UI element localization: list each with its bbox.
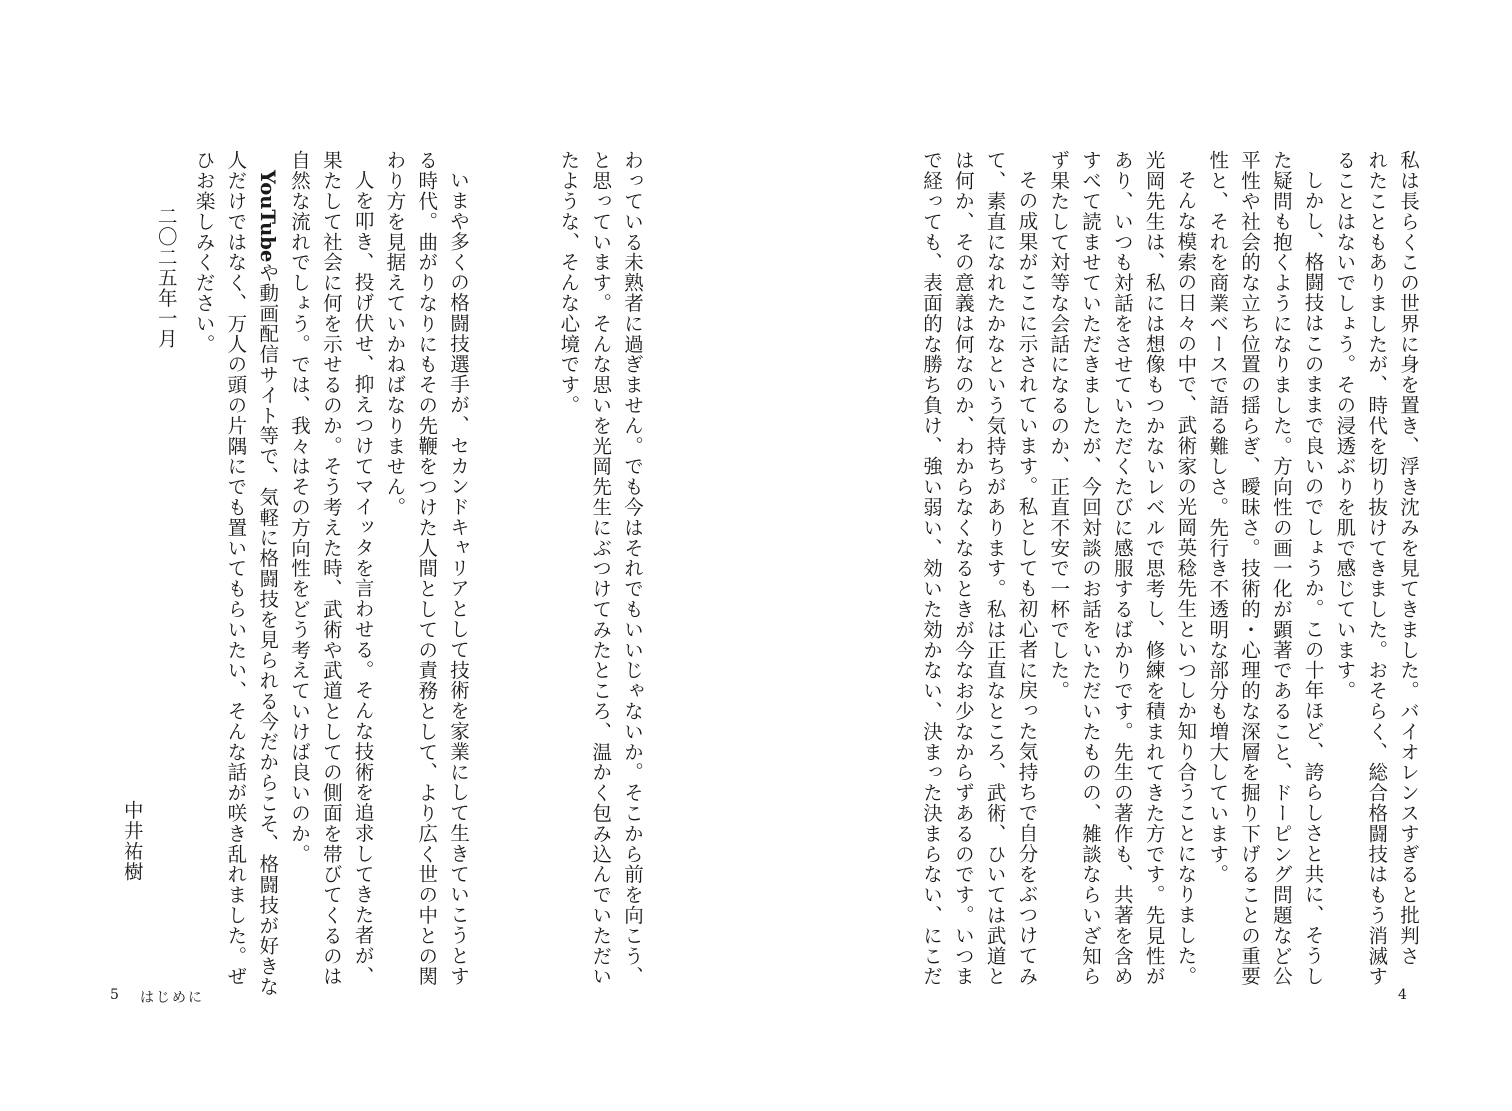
- text-column: [947, 150, 979, 987]
- text-column: [1233, 150, 1265, 987]
- text-column: [379, 150, 411, 930]
- column-text: 平性や社会的な立ち位置の揺らぎ、曖昧さ。技術的・心理的な深層を掘り下げることの重要: [1238, 150, 1262, 987]
- column-text: わっている未熟者に過ぎません。でも今はそれでもいいじゃないか。そこから前を向こう、: [621, 150, 644, 987]
- column-text: れたこともありましたが、時代を切り抜けてきました。おそらく、総合格闘技はもう消滅す: [1365, 150, 1389, 987]
- text-column: [584, 150, 616, 987]
- author-name: 中井祐樹: [120, 800, 144, 882]
- column-text: たような、そんな心境です。: [557, 150, 581, 416]
- column-text: 自然な流れでしょう。では、我々はその方向性をどう考えていけば良いのか。: [288, 150, 312, 864]
- text-column: [1201, 150, 1233, 930]
- text-column: [616, 150, 648, 987]
- column-text: で経っても、表面的な勝ち負け、強い弱い、効いた効かない、決まった決まらない、にこだ: [920, 150, 944, 987]
- right-page-number: 4: [1398, 987, 1407, 1003]
- text-column: [1392, 150, 1424, 966]
- left-page-number: 5: [110, 987, 119, 1003]
- text-column: [1074, 150, 1106, 987]
- text-column: [1329, 150, 1361, 930]
- column-text: 果たして社会に何を示せるのか。そう考えた時、武術や武道としての側面を帯びてくるのは: [319, 150, 343, 987]
- text-column: [1170, 150, 1202, 986]
- left-page-body-main: [188, 150, 474, 997]
- text-column: [347, 150, 379, 986]
- text-column: [915, 150, 947, 987]
- text-column: [410, 150, 442, 987]
- text-column: [283, 150, 315, 930]
- text-column: [1360, 150, 1392, 987]
- column-text: その成果がここに示されています。私としても初心者に戻った気持ちで自分をぶつけてみ: [1015, 169, 1039, 986]
- column-text: いまや多くの格闘技選手が、セカンドキャリアとして技術を家業にして生きていこうとす: [447, 169, 470, 986]
- column-text: すべて読ませていただきましたが、今回対談のお話をいただいたものの、雑談ならいざ知ら: [1079, 150, 1103, 987]
- left-page-body-continuation: [553, 150, 648, 987]
- column-text: 私は長らくこの世界に身を置き、浮き沈みを見てきました。バイオレンスすぎると批判さ: [1397, 150, 1420, 966]
- column-text: 性と、それを商業ベースで語る難しさ。先行き不透明な部分も増大しています。: [1206, 150, 1230, 885]
- column-text: て、素直になれたかなという気持ちがあります。私は正直なところ、武術、ひいては武道と: [983, 150, 1007, 987]
- text-column: [1011, 150, 1043, 986]
- signature-date: 二〇二五年一月: [154, 206, 178, 349]
- text-column: [1042, 150, 1074, 930]
- column-text: た疑問も抱くようになりました。方向性の画一化が顕著であること、ドーピング問題など公: [1269, 150, 1293, 987]
- text-column: [188, 150, 220, 930]
- text-column: [1297, 150, 1329, 986]
- column-text: と思っています。そんな思いを光岡先生にぶつけてみたところ、温かく包み込んでいただい: [589, 150, 613, 987]
- text-column: [251, 150, 283, 997]
- right-page-body: [915, 150, 1424, 987]
- text-column: [442, 150, 474, 986]
- column-text: る時代。曲がりなりにもその先鞭をつけた人間としての責務として、より広く世の中との関: [415, 150, 439, 987]
- column-text: わり方を見据えていかねばなりません。: [383, 150, 407, 518]
- text-column: [1138, 150, 1170, 987]
- text-column: [1265, 150, 1297, 987]
- column-text: あり、いつも対話をさせていただくたびに感服するばかりです。先生の著作も、共著を含め: [1110, 150, 1134, 987]
- column-text: ることはないでしょう。その浸透ぶりを肌で感じています。: [1333, 150, 1357, 701]
- column-text: しかし、格闘技はこのままで良いのでしょうか。この十年ほど、誇らしさと共に、そうし: [1301, 169, 1325, 986]
- column-text: や動画配信サイト等で、気軽に格闘技を見られる今だからこそ、格闘技が好きな: [256, 261, 280, 997]
- text-column: [315, 150, 347, 987]
- column-text: 光岡先生は、私には想像もつかないレベルで思考し、修練を積まれてきた方です。先見性が: [1142, 150, 1166, 987]
- column-text: ず果たして対等な会話になるのか、正直不安で一杯でした。: [1047, 150, 1071, 701]
- running-title: はじめに: [140, 990, 204, 1006]
- column-text: 人を叩き、投げ伏せ、抑えつけてマイッタを言わせる。そんな技術を追求してきた者が、: [351, 169, 375, 986]
- column-text: そんな模索の日々の中で、武術家の光岡英稔先生といつしか知り合うことになりました。: [1174, 169, 1198, 986]
- text-column: [220, 150, 252, 987]
- latin-word: YouTube: [256, 169, 280, 262]
- text-column: [553, 150, 585, 930]
- column-text: 人だけではなく、万人の頭の片隅にでも置いてもらいたい、そんな話が咲き乱れました。ぜ: [224, 150, 248, 987]
- text-column: [979, 150, 1011, 987]
- right-page: [756, 0, 1512, 1111]
- column-text: は何か、その意義は何なのか、わからなくなるときが今なお少なからずあるのです。いつま: [951, 150, 975, 987]
- column-text: ひお楽しみください。: [192, 150, 216, 354]
- text-column: [1106, 150, 1138, 987]
